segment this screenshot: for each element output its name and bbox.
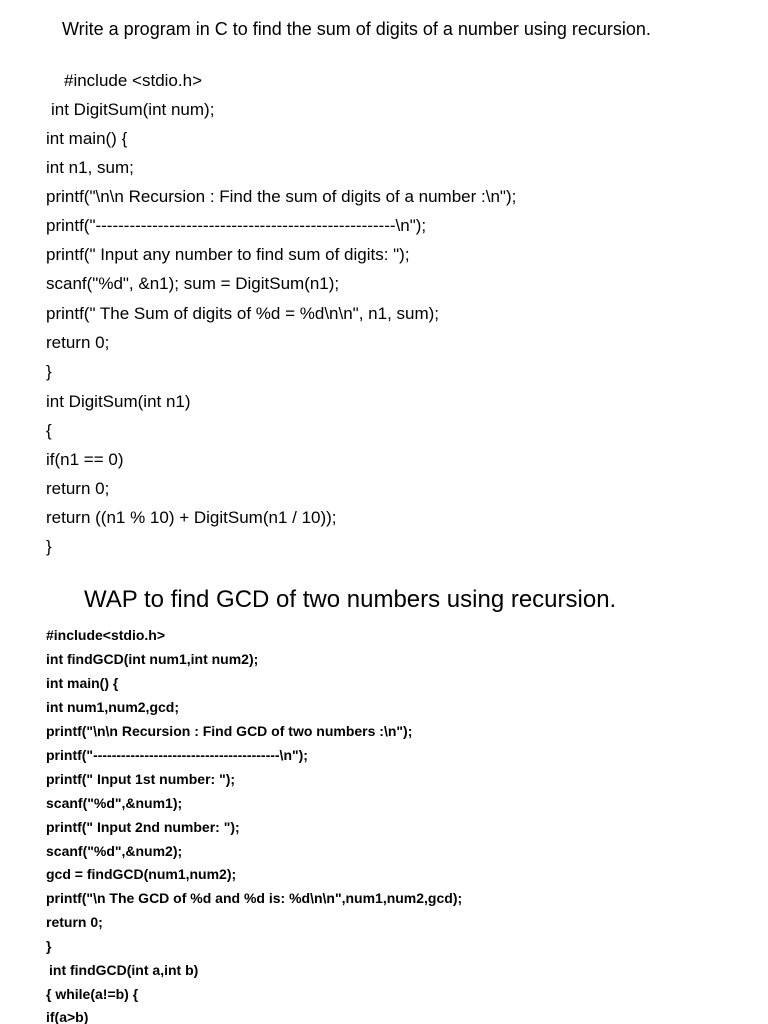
section1-title: Write a program in C to find the sum of digits of a number using recursion. xyxy=(62,19,651,39)
code-line: printf(" Input 1st number: "); xyxy=(46,771,236,787)
code-line: return 0; xyxy=(46,333,110,352)
code-line: return 0; xyxy=(46,479,110,498)
code-line: printf(" The Sum of digits of %d = %d\n\n", n1, sum); xyxy=(46,304,440,323)
code-line: #include<stdio.h> xyxy=(46,627,166,643)
code-line: scanf("%d",&num1); xyxy=(46,795,183,811)
code-line: return ((n1 % 10) + DigitSum(n1 / 10)); xyxy=(46,508,337,527)
code-line: int DigitSum(int n1) xyxy=(46,392,191,411)
code-line: printf(" Input 2nd number: "); xyxy=(46,819,240,835)
code-line: int main() { xyxy=(46,129,128,148)
code-line: printf("\n\n Recursion : Find the sum of digits of a number :\n"); xyxy=(46,187,517,206)
code-line: return 0; xyxy=(46,914,103,930)
code-line: int n1, sum; xyxy=(46,158,134,177)
code-line: gcd = findGCD(num1,num2); xyxy=(46,866,237,882)
code-line: int findGCD(int a,int b) xyxy=(49,962,199,978)
code-line: { xyxy=(46,421,52,440)
code-line: scanf("%d", &n1); sum = DigitSum(n1); xyxy=(46,274,340,293)
code-line: } xyxy=(46,938,52,954)
code-line: printf("----------------------------------------\n"); xyxy=(46,747,308,763)
code-line: printf("\n The GCD of %d and %d is: %d\n\n",num1,num2,gcd); xyxy=(46,890,463,906)
code-line: if(a>b) xyxy=(46,1009,89,1024)
code-line: printf("-----------------------------------------------------\n"); xyxy=(46,216,427,235)
code-line: if(n1 == 0) xyxy=(46,450,124,469)
code-line: int num1,num2,gcd; xyxy=(46,699,179,715)
code-line: scanf("%d",&num2); xyxy=(46,843,183,859)
section2-title: WAP to find GCD of two numbers using recursion. xyxy=(84,586,617,613)
code-line: printf("\n\n Recursion : Find GCD of two numbers :\n"); xyxy=(46,723,413,739)
code-line: #include <stdio.h> xyxy=(64,71,202,90)
code-line: } xyxy=(46,362,52,381)
code-line: { while(a!=b) { xyxy=(46,986,139,1002)
code-line: int main() { xyxy=(46,675,119,691)
code-line: printf(" Input any number to find sum of digits: "); xyxy=(46,245,410,264)
code-line: int DigitSum(int num); xyxy=(51,100,215,119)
code-line: } xyxy=(46,537,52,556)
code-line: int findGCD(int num1,int num2); xyxy=(46,651,259,667)
